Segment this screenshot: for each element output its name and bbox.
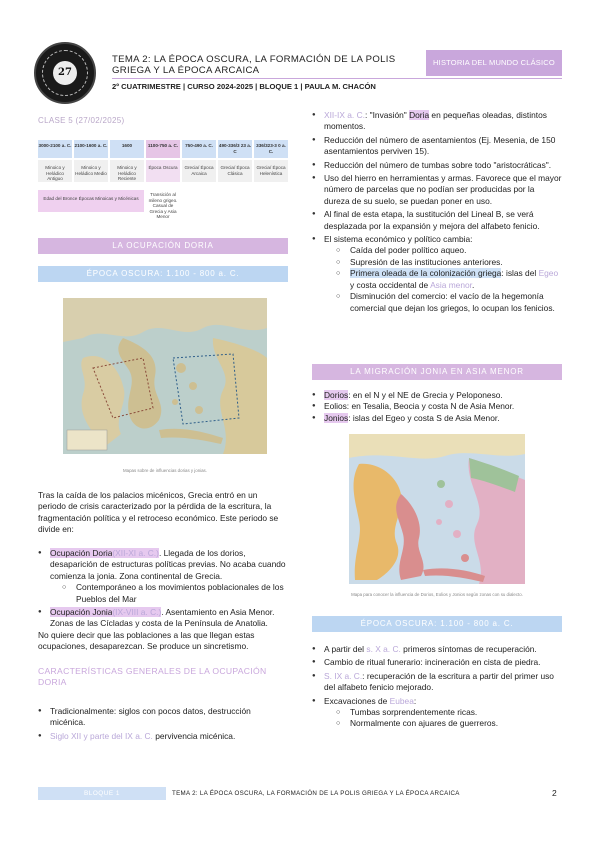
section-band-epoca-oscura: ÉPOCA OSCURA: 1.100 - 800 a. C. [38, 266, 288, 282]
subject-tag: HISTORIA DEL MUNDO CLÁSICO [426, 50, 562, 76]
list-item [312, 234, 562, 314]
map2-caption: Mapa para conocer la influencia de Dorios, Eolios y Jonios según zonas con su dialecto. [351, 592, 523, 597]
timeline-period: Grecia/ Época Arcaica [182, 160, 216, 182]
list-subitem: ○ Disminución del comercio: el vacío de la hegemonía comercial que dejan los griegos, lo ocupan los fenicios. [324, 291, 562, 314]
list-item [38, 607, 288, 630]
subheading-caracteristicas: CARACTERÍSTICAS GENERALES DE LA OCUPACIÓN DORIA [38, 666, 267, 687]
map-dialects [349, 434, 525, 584]
recovery-list [312, 644, 562, 732]
place-eubea: Eubea [389, 695, 414, 706]
header-title: TEMA 2: LA ÉPOCA OSCURA, LA FORMACIÓN DE LA POLIS GRIEGA Y LA ÉPOCA ARCAICA [112, 54, 396, 76]
university-seal [34, 42, 96, 104]
text-excavaciones-end: : [413, 695, 417, 706]
footer-block-label: BLOQUE 1 [38, 787, 166, 800]
section-band-migracion: LA MIGRACIÓN JONIA EN ASIA MENOR [312, 364, 562, 380]
timeline-head: 3000-2100 a. C. [38, 140, 72, 158]
class-date: CLASE 5 (27/02/2025) [38, 116, 125, 125]
map-dorian-ionian [63, 298, 267, 454]
list-item: ● Cambio de ritual funerario: incineración en cista de piedra. [312, 657, 562, 668]
text-dorios: : en el N y el NE de Grecia y Peloponeso. [348, 390, 503, 400]
highlight-doria: Ocupación Doria [50, 548, 113, 558]
timeline-period: Grecia/ Época Helenística [254, 160, 288, 182]
list-subitem: ○ Tumbas sorprendentemente ricas. [324, 707, 562, 718]
text-pervivencia: pervivencia micénica. [152, 730, 236, 741]
seal-center: 27 [53, 61, 77, 85]
text-jonios: : islas del Egeo y costa S de Asia Menor. [348, 412, 500, 423]
migration-list [312, 390, 562, 424]
list-subitem: ○ Caída del poder político aqueo. [324, 245, 562, 256]
timeline-period: Minoico y Heládico Reciente [110, 160, 144, 182]
map-illustration [63, 298, 267, 454]
text-sistema: El sistema económico y político cambia: [324, 234, 473, 245]
list-item: ● Reducción del número de tumbas sobre todo "aristocráticas". [312, 160, 562, 171]
list-subitem: ○ Contemporáneo a los movimientos poblacionales de los Pueblos del Mar [50, 582, 288, 605]
timeline-period: Grecia/ Época Clásica [218, 160, 252, 182]
list-subitem: ○ Supresión de las instituciones anteriores. [324, 257, 562, 268]
list-item: ● Tradicionalmente: siglos con pocos datos, destrucción micénica. [38, 706, 288, 729]
footer-topic: TEMA 2: LA ÉPOCA OSCURA, LA FORMACIÓN DE LA POLIS GRIEGA Y LA ÉPOCA ARCAICA [172, 790, 460, 797]
section-band-epoca-oscura-2: ÉPOCA OSCURA: 1.100 - 800 a. C. [312, 616, 562, 632]
text-invasion-pre: : "Invasión" [364, 110, 410, 120]
highlight-doria: Doria [409, 110, 430, 120]
list-item [38, 731, 288, 742]
date-s-x: s. X a. C. [366, 644, 401, 654]
list-item: ● Al final de esta etapa, la sustitución del Lineal B, se verá desplazada por la expansión y mejora del alfabeto fenicio. [312, 209, 562, 232]
date-s-ix: S. IX a. C. [324, 670, 363, 681]
intro-paragraph: Tras la caída de los palacios micénicos, Grecia entró en un periodo de crisis caracterizado por la pérdida de la escritura, la fragmentación política y el retroceso económico. Este periodo se divide en: [38, 490, 279, 535]
date-invasion: XII-IX a. C. [324, 110, 365, 120]
highlight-dorios: Dorios [324, 390, 349, 400]
closing-paragraph: No quiere decir que las poblaciones a las que llegan estas ocupaciones, desaparezcan. Se produce un sincretismo. [38, 630, 255, 652]
text-doria: . Llegada de los dorios, desaparición de estructuras políticas previas. No acaba cuando comienza la jonia. Zona continental de Grecia. [50, 548, 286, 581]
list-item [312, 671, 562, 694]
page-footer [38, 787, 562, 800]
timeline-head: 750-490 a. C. [182, 140, 216, 158]
text-colonizacion-end: . [471, 279, 475, 290]
place-asia-menor: Asia menor [430, 279, 472, 290]
list-item [312, 644, 562, 655]
text-jonia: . Asentamiento en Asia Menor. Zonas de las Cícladas y costa de la Península de Anatolia. [50, 607, 275, 629]
list-item: ● Uso del hierro en herramientas y armas. Favorece que el mayor número de parcelas que no podían ser producidas por la dureza de su suelo, se puedan poner en uso. [312, 173, 562, 207]
invasion-list [312, 110, 562, 316]
timeline-head: 490-336/3 23 a. C [218, 140, 252, 158]
date-siglo: Siglo XII y parte del IX a. C. [50, 730, 153, 741]
list-item: ● Reducción del número de asentamientos (Ej. Mesenia, de 150 asentamientos perviven 15). [312, 135, 562, 158]
list-item [312, 390, 562, 401]
list-item: ● Eolios: en Tesalia, Beocia y costa N de Asia Menor. [312, 401, 562, 412]
date-jonia: (IX-VIII a. C.) [112, 607, 162, 618]
list-item [38, 548, 288, 605]
header-divider [112, 78, 562, 79]
text-invasion: en pequeñas oleadas, distintos momentos. [324, 110, 547, 132]
bronze-age-band: Edad del Bronce Épocas Minoicas y Micénicas [38, 190, 144, 212]
list-subitem: ○ Normalmente con ajuares de guerreros. [324, 718, 562, 729]
timeline-head: 336/323-3 0 a. C. [254, 140, 288, 158]
highlight-jonios: Jonios [324, 412, 349, 423]
timeline-head: 2100-1600 a. C. [74, 140, 108, 158]
timeline-period: Minoico y Heládico Antiguo [38, 160, 72, 182]
characteristics-list [38, 706, 288, 744]
place-egeo: Egeo [538, 268, 559, 279]
text-colonizacion-1: : islas del [501, 268, 539, 279]
list-item [312, 696, 562, 730]
section-band-doria: LA OCUPACIÓN DORIA [38, 238, 288, 254]
highlight-colonizacion: Primera oleada de la colonización griega [350, 268, 502, 279]
list-item [312, 413, 562, 424]
text-recovery: primeros síntomas de recuperación. [400, 644, 537, 654]
list-subitem [324, 268, 562, 291]
timeline-period: Minoico y Heládico Medio [74, 160, 108, 182]
period-list [38, 548, 288, 632]
map-caption: Mapas sobre de influencias dorias y jonias. [123, 468, 207, 473]
list-item [312, 110, 562, 133]
header-course-info: 2º CUATRIMESTRE | CURSO 2024-2025 | BLOQUE 1 | PAULA M. CHACÓN [112, 82, 376, 91]
page-number: 2 [552, 788, 557, 798]
map-dialects-illustration [349, 434, 525, 584]
highlight-jonia: Ocupación Jonia [50, 607, 113, 618]
text-escritura: : recuperación de la escritura a partir del primer uso del alfabeto fenicio mejorado. [324, 670, 554, 693]
timeline-period: Época Oscura [146, 160, 180, 182]
timeline-head: 1600 [110, 140, 144, 158]
text-colonizacion-2: y costa occidental de [350, 279, 431, 290]
text-excavaciones: Excavaciones de [324, 695, 390, 706]
chronology-table [38, 140, 288, 234]
text-recovery-pre: A partir del [324, 644, 367, 654]
date-doria: (XII-XI a. C.) [112, 548, 159, 558]
transition-note: Transición al mileno grigeo. Casual de Grecia y Asia Menor [148, 192, 178, 220]
timeline-head: 1100-750 a. C. [146, 140, 180, 158]
